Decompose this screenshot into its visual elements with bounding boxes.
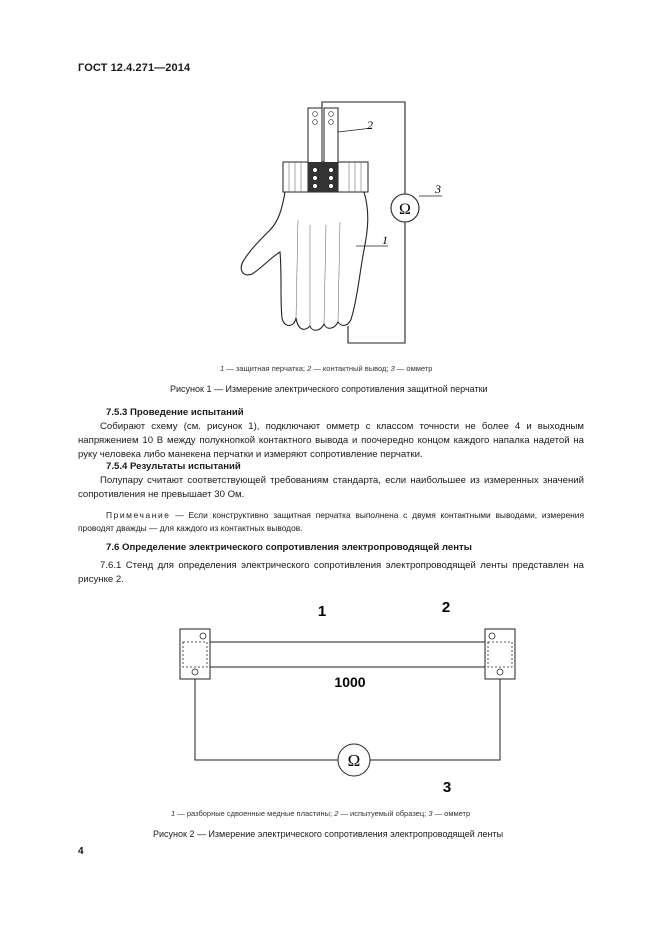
note-text: — Если конструктивно защитная перчатка выполнена с двумя контактными выводами, измерения проводят дважды — для каждого из контактных выводов. <box>78 510 584 533</box>
wire-right <box>370 679 500 760</box>
page-number: 4 <box>78 846 84 857</box>
label-glove: 1 <box>382 233 388 247</box>
glove-outline <box>241 192 368 330</box>
ohm-label: Ω <box>399 201 411 218</box>
ohm-label: Ω <box>347 751 361 770</box>
section-7-6-heading: 7.6 Определение электрического сопротивления электропроводящей ленты <box>106 542 472 553</box>
dimension-label: 1000 <box>334 674 366 690</box>
label-ohmmeter: 3 <box>435 182 441 196</box>
section-7-6-1-text: 7.6.1 Стенд для определения электрического сопротивления электропроводящей ленты представлен на рисунке 2. <box>78 560 584 586</box>
figure-2-tape-diagram <box>170 595 540 800</box>
section-7-5-4-text: Полупару считают соответствующей требованиям стандарта, если наибольшее из измеренных значений сопротивления не превышает 30 Ом. <box>78 475 584 501</box>
figure-1-title: Рисунок 1 — Измерение электрического сопротивления защитной перчатки <box>170 384 488 394</box>
label-sample: 2 <box>441 599 451 616</box>
figure-2-title: Рисунок 2 — Измерение электрического сопротивления электропроводящей ленты <box>153 829 504 839</box>
note <box>78 509 584 534</box>
section-7-5-4-heading: 7.5.4 Результаты испытаний <box>106 461 241 472</box>
section-7-5-3-heading: 7.5.3 Проведение испытаний <box>106 407 244 418</box>
wire-left <box>195 679 338 760</box>
figure-1-legend: 1 — защитная перчатка; 2 — контактный вывод; 3 — омметр <box>220 364 433 373</box>
label-ohmmeter: 3 <box>442 779 452 796</box>
section-7-5-3-text: Собирают схему (см. рисунок 1), подключают омметр с классом точности не более 4 и выходным напряжением 10 В между полукнопкой контактного вывода и поочередно концом каждого напалка надетой на руку человека либо манекена перчатки и измеряют сопротивление перчатки. <box>78 421 584 461</box>
label-plates: 1 <box>317 603 327 620</box>
label-contact: 2 <box>367 118 373 132</box>
note-label: Примечание <box>106 510 171 520</box>
figure-2-legend: 1 — разборные сдвоенные медные пластины; 2 — испытуемый образец; 3 — омметр <box>171 809 471 818</box>
figure-1-glove-diagram <box>230 100 460 350</box>
tape-sample <box>200 642 510 667</box>
document-header: ГОСТ 12.4.271—2014 <box>78 62 191 74</box>
